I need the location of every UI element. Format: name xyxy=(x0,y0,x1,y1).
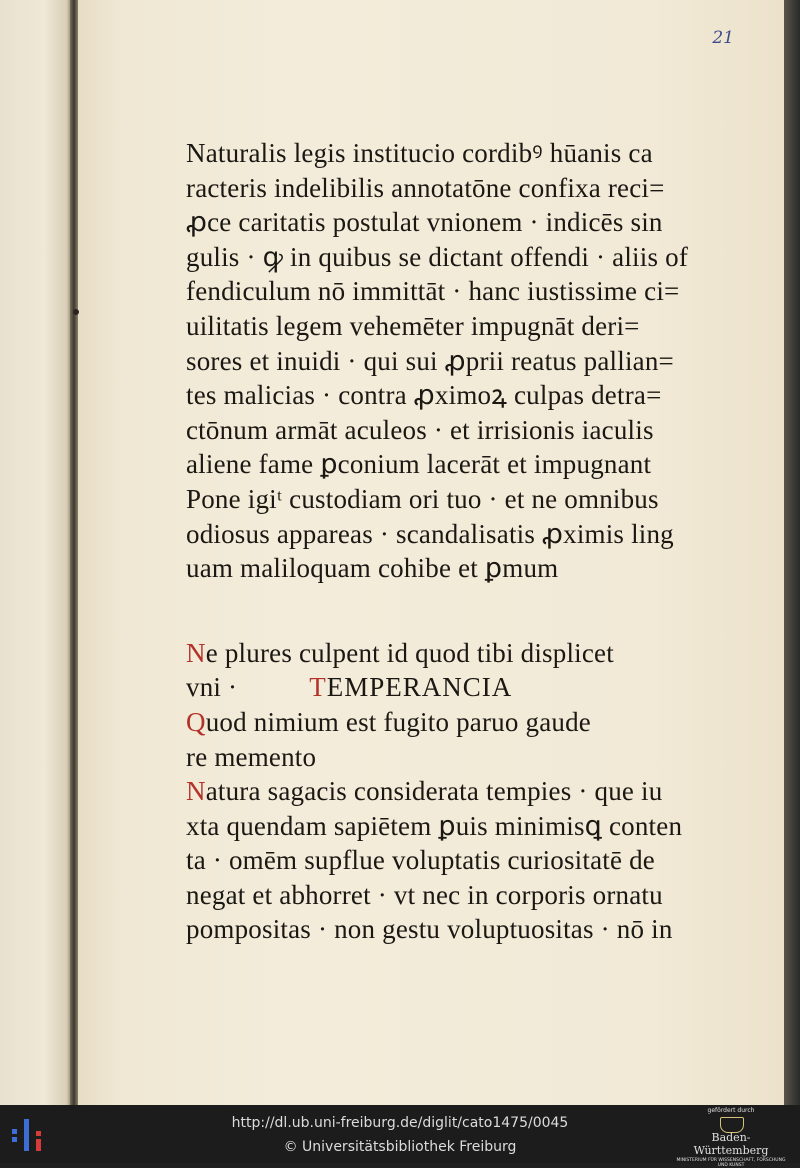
text-block xyxy=(186,136,706,947)
text-line: uilitatis legem vehemēter impugnāt deri= xyxy=(186,310,640,341)
heading-text: EMPERANCIA xyxy=(326,672,513,703)
rubric-initial: Q xyxy=(186,706,206,737)
verse-line xyxy=(186,636,706,671)
text-line: pompositas · non gestu voluptuositas · nō in xyxy=(186,914,673,945)
text-line: Pone igiᵗ custodiam ori tuo · et ne omnibus xyxy=(186,483,659,514)
copyright-notice: © Universitätsbibliothek Freiburg xyxy=(283,1139,517,1155)
text-line: ctōnum armāt aculeos · et irrisionis iaculis xyxy=(186,414,654,445)
text-line xyxy=(186,774,706,809)
verse-text: uod nimium est fugito paruo gaude xyxy=(205,706,591,737)
text-line: xta quendam sapiētem ꝑuis minimisꝗ conten xyxy=(186,810,683,841)
permalink-url[interactable]: http://dl.ub.uni-freiburg.de/diglit/cato1475/0045 xyxy=(231,1115,569,1131)
verse-line xyxy=(186,670,706,705)
heading-initial: T xyxy=(309,672,327,703)
crest-icon xyxy=(720,1117,744,1133)
text-line: Naturalis legis institucio cordibꝰ hūanis ca xyxy=(186,138,653,168)
viewer-footer xyxy=(0,1105,800,1168)
sponsor-logo xyxy=(676,1107,786,1168)
text-line-content: atura sagacis considerata tempies · que iu xyxy=(205,776,663,807)
text-line: uam maliloquam cohibe et ꝑmum xyxy=(186,553,559,584)
verse-line xyxy=(186,705,706,740)
sponsor-name: Baden-Württemberg xyxy=(693,1131,769,1157)
rubric-initial: N xyxy=(186,637,206,668)
sponsor-label: gefördert durch xyxy=(707,1107,755,1114)
text-line: ꝓce caritatis postulat vnionem · indicēs sin xyxy=(186,207,663,238)
paragraph-gap xyxy=(186,586,706,636)
left-page-edge xyxy=(0,0,74,1105)
sponsor-subtitle: MINISTERIUM FÜR WISSENSCHAFT, FORSCHUNG UND KUNST xyxy=(676,1158,786,1168)
verse-text: vni · xyxy=(186,672,238,703)
text-line: fendiculum nō immittāt · hanc iustissime ci= xyxy=(186,276,680,307)
verse-line: re memento xyxy=(186,741,317,772)
verse-text: e plures culpent id quod tibi displicet xyxy=(205,637,614,668)
section-heading xyxy=(309,672,512,702)
text-line: ta · omēm supflue voluptatis curiositatē de xyxy=(186,845,655,876)
right-page-edge xyxy=(784,0,800,1105)
text-line: sores et inuidi · qui sui ꝓprii reatus pallian= xyxy=(186,345,674,376)
binding-hole xyxy=(73,309,79,315)
text-line: gulis · ꝙ in quibus se dictant offendi · aliis of xyxy=(186,241,689,272)
folio-number: 21 xyxy=(712,28,734,48)
text-line: racteris indelibilis annotatōne confixa reci= xyxy=(186,172,665,203)
text-line: odiosus appareas · scandalisatis ꝓximis ling xyxy=(186,518,674,549)
text-line: tes malicias · contra ꝓximoꝝ culpas detra= xyxy=(186,380,662,411)
text-line: negat et abhorret · vt nec in corporis ornatu xyxy=(186,879,663,910)
book-spine xyxy=(70,0,78,1105)
text-line: aliene fame ꝑconium lacerāt et impugnant xyxy=(186,449,652,480)
rubric-initial: N xyxy=(186,776,206,807)
